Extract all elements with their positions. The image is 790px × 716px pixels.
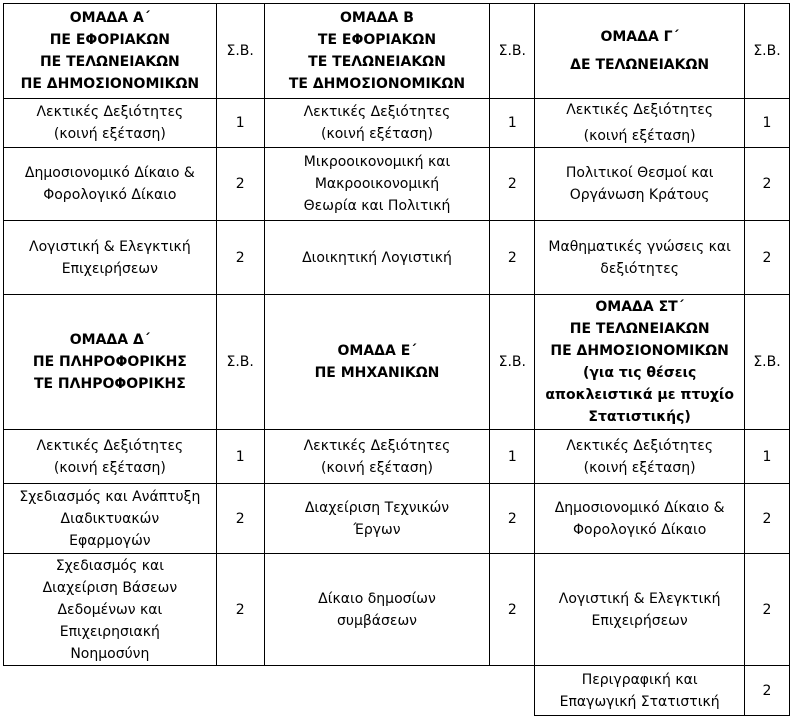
empty-cell <box>4 666 217 716</box>
subject-line: Λογιστική & Ελεγκτική <box>558 590 721 607</box>
subject-line: Μακροοικονομική <box>314 176 440 192</box>
subject-line: Λεκτικές Δεξιότητες <box>36 104 184 120</box>
group-title: ΟΜΑΔΑ Ε΄ <box>337 343 417 359</box>
sv-value: 2 <box>216 148 264 221</box>
subject-line: Λεκτικές Δεξιότητες <box>303 437 451 454</box>
sv-header: Σ.Β. <box>216 4 264 99</box>
subject-line: Εφαρμογών <box>69 532 151 549</box>
subject-line: Μικροοικονομική και <box>303 154 451 170</box>
group-line: ΤΕ ΠΛΗΡΟΦΟΡΙΚΗΣ <box>33 376 186 392</box>
header-row-1 <box>4 4 790 99</box>
sv-value: 2 <box>745 221 790 295</box>
sv-value: 1 <box>490 99 535 148</box>
group-line: ΠΕ ΤΕΛΩΝΕΙΑΚΩΝ <box>569 321 710 337</box>
subject-line: Φορολογικό Δίκαιο <box>43 187 177 203</box>
subject-line: Θεωρία και Πολιτική <box>303 198 451 214</box>
sv-value: 1 <box>745 430 790 484</box>
subject-cell <box>535 99 745 148</box>
sv-value: 2 <box>490 148 535 221</box>
sv-value: 2 <box>216 484 264 554</box>
subject-cell <box>264 99 490 148</box>
group-line: ΠΕ ΔΗΜΟΣΙΟΝΟΜΙΚΩΝ <box>550 343 729 359</box>
subject-cell <box>264 430 490 484</box>
subject-line: Διαδικτυακών <box>60 510 160 527</box>
sv-value: 2 <box>490 221 535 295</box>
table-row <box>4 148 790 221</box>
group-a-header <box>4 4 217 99</box>
group-st-header <box>535 295 745 430</box>
sv-value: 2 <box>490 554 535 666</box>
subject-line: Επιχειρήσεων <box>61 260 158 277</box>
sv-value: 2 <box>490 484 535 554</box>
sv-value: 2 <box>745 484 790 554</box>
sv-value: 1 <box>745 99 790 148</box>
subject-cell <box>4 148 217 221</box>
group-line: (για τις θέσεις <box>582 365 697 381</box>
subject-cell <box>264 148 490 221</box>
subject-cell <box>4 99 217 148</box>
empty-cell <box>216 666 264 716</box>
group-line: ΔΕ ΤΕΛΩΝΕΙΑΚΩΝ <box>570 57 710 73</box>
subject-cell <box>535 221 745 295</box>
subject-cell <box>4 554 217 666</box>
table-row <box>4 221 790 295</box>
subject-cell <box>535 666 745 716</box>
table-row <box>4 554 790 666</box>
table-row <box>4 484 790 554</box>
sv-value: 2 <box>745 148 790 221</box>
group-line: ΠΕ ΠΛΗΡΟΦΟΡΙΚΗΣ <box>32 354 187 370</box>
subject-line: Έργων <box>353 521 401 538</box>
subject-line: Σχεδιασμός και <box>55 557 164 574</box>
table-row-extra <box>4 666 790 716</box>
sv-value: 2 <box>745 554 790 666</box>
subject-line: (κοινή εξέταση) <box>583 459 696 476</box>
subject-line: (κοινή εξέταση) <box>321 459 433 476</box>
group-line: ΤΕ ΤΕΛΩΝΕΙΑΚΩΝ <box>308 54 446 70</box>
sv-header: Σ.Β. <box>490 4 535 99</box>
group-line: Στατιστικής) <box>588 409 691 425</box>
subject-cell <box>264 554 490 666</box>
exam-subjects-table <box>3 3 790 716</box>
group-line: ΠΕ ΜΗΧΑΝΙΚΩΝ <box>314 365 440 381</box>
subject-line: Περιγραφική και <box>581 671 698 688</box>
subject-line: (κοινή εξέταση) <box>583 128 696 144</box>
subject-line: δεξιότητες <box>600 260 680 277</box>
subject-line: Δημοσιονομικό Δίκαιο & <box>24 165 195 181</box>
subject-line: Επαγωγική Στατιστική <box>559 693 720 710</box>
group-line: ΠΕ ΕΦΟΡΙΑΚΩΝ <box>49 32 170 48</box>
subject-line: Λεκτικές Δεξιότητες <box>566 437 714 454</box>
subject-line: (κοινή εξέταση) <box>321 126 433 142</box>
header-row-2 <box>4 295 790 430</box>
group-d-header <box>4 295 217 430</box>
empty-cell <box>490 666 535 716</box>
subject-line: (κοινή εξέταση) <box>53 459 166 476</box>
subject-cell <box>535 430 745 484</box>
sv-value: 2 <box>745 666 790 716</box>
subject-cell <box>4 484 217 554</box>
subject-line: (κοινή εξέταση) <box>53 126 166 142</box>
subject-line: Νοημοσύνη <box>70 645 150 662</box>
subject-line: Σχεδιασμός και Ανάπτυξη <box>19 488 201 505</box>
subject-line: Πολιτικοί Θεσμοί και <box>565 165 714 181</box>
subject-cell <box>4 221 217 295</box>
group-line: ΠΕ ΔΗΜΟΣΙΟΝΟΜΙΚΩΝ <box>20 76 200 92</box>
subject-line: Λεκτικές Δεξιότητες <box>36 437 184 454</box>
group-b-header <box>264 4 490 99</box>
sv-value: 1 <box>216 430 264 484</box>
empty-cell <box>264 666 490 716</box>
group-e-header <box>264 295 490 430</box>
sv-header: Σ.Β. <box>745 4 790 99</box>
sv-header: Σ.Β. <box>490 295 535 430</box>
table-row <box>4 430 790 484</box>
subject-cell <box>4 430 217 484</box>
subject-cell <box>264 221 490 295</box>
group-line: ΠΕ ΤΕΛΩΝΕΙΑΚΩΝ <box>39 54 180 70</box>
group-title: ΟΜΑΔΑ ΣΤ΄ <box>595 299 684 315</box>
group-title: ΟΜΑΔΑ Δ΄ <box>69 332 150 348</box>
subject-line: Δεδομένων και <box>57 601 163 618</box>
group-title: ΟΜΑΔΑ Α΄ <box>69 10 150 26</box>
subject-cell <box>264 484 490 554</box>
group-c-header <box>535 4 745 99</box>
subject-line: Δημοσιονομικό Δίκαιο & <box>554 499 725 516</box>
subject-line: Διαχείριση Τεχνικών <box>304 499 450 516</box>
subject-cell <box>535 554 745 666</box>
sv-value: 2 <box>216 554 264 666</box>
subject-line: Λεκτικές Δεξιότητες <box>566 102 714 118</box>
group-title: ΟΜΑΔΑ Γ΄ <box>600 29 679 45</box>
subject-cell <box>535 148 745 221</box>
group-title: ΟΜΑΔΑ Β <box>340 10 414 26</box>
sv-value: 1 <box>490 430 535 484</box>
subject-line: Λεκτικές Δεξιότητες <box>303 104 451 120</box>
table-row <box>4 99 790 148</box>
sv-header: Σ.Β. <box>216 295 264 430</box>
subject-line: Διαχείριση Βάσεων <box>42 579 178 596</box>
subject-line: Μαθηματικές γνώσεις και <box>548 238 731 255</box>
subject-line: Επιχειρήσεων <box>591 612 688 629</box>
subject-line: Διοικητική Λογιστική <box>302 249 452 266</box>
subject-line: Οργάνωση Κράτους <box>569 187 710 203</box>
sv-header: Σ.Β. <box>745 295 790 430</box>
subject-line: Λογιστική & Ελεγκτική <box>29 238 191 255</box>
subject-line: Επιχειρησιακή <box>59 623 160 640</box>
group-line: ΤΕ ΕΦΟΡΙΑΚΩΝ <box>317 32 437 48</box>
sv-value: 2 <box>216 221 264 295</box>
subject-line: συμβάσεων <box>336 612 417 629</box>
subject-line: Δίκαιο δημοσίων <box>318 590 436 607</box>
group-line: ΤΕ ΔΗΜΟΣΙΟΝΟΜΙΚΩΝ <box>288 76 466 92</box>
subject-cell <box>535 484 745 554</box>
group-line: αποκλειστικά με πτυχίο <box>545 387 734 403</box>
sv-value: 1 <box>216 99 264 148</box>
subject-line: Φορολογικό Δίκαιο <box>572 521 707 538</box>
